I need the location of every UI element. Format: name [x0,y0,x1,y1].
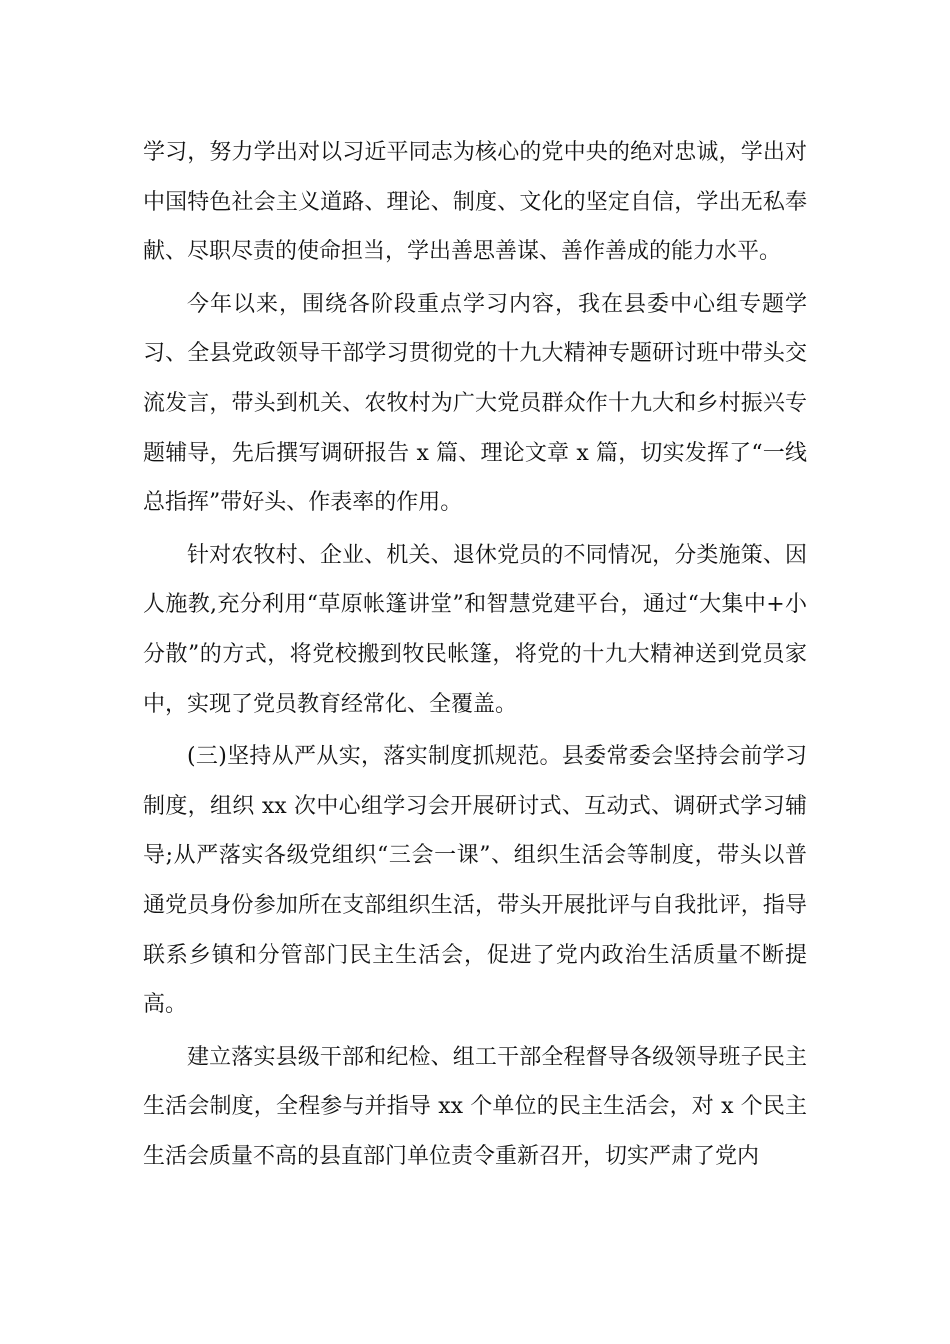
paragraph-3: 针对农牧村、企业、机关、退休党员的不同情况，分类施策、因人施教,充分利用“草原帐篷讲堂”和智慧党建平台，通过“大集中+小分散”的方式，将党校搬到牧民帐篷，将党的十九大精神送到党员家中，实现了党员教育经常化、全覆盖。 [143,542,807,717]
paragraph-4: (三)坚持从严从实，落实制度抓规范。县委常委会坚持会前学习制度，组织 xx 次中心组学习会开展研讨式、互动式、调研式学习辅导;从严落实各级党组织“三会一课”、组织生活会等制度，带头以普通党员身份参加所在支部组织生活，带头开展批评与自我批评，指导联系乡镇和分管部门民主生活会，促进了党内政治生活质量不断提高。 [143,744,807,1018]
paragraph-2: 今年以来，围绕各阶段重点学习内容，我在县委中心组专题学习、全县党政领导干部学习贯彻党的十九大精神专题研讨班中带头交流发言，带头到机关、农牧村为广大党员群众作十九大和乡村振兴专题辅导，先后撰写调研报告 x 篇、理论文章 x 篇，切实发挥了“一线总指挥”带好头、作表率的作用。 [143,291,807,516]
document-body [143,128,807,1184]
paragraph-1: 学习，努力学出对以习近平同志为核心的党中央的绝对忠诚，学出对中国特色社会主义道路、理论、制度、文化的坚定自信，学出无私奉献、尽职尽责的使命担当，学出善思善谋、善作善成的能力水平。 [143,140,807,265]
paragraph-5: 建立落实县级干部和纪检、组工干部全程督导各级领导班子民主生活会制度，全程参与并指导 xx 个单位的民主生活会，对 x 个民主生活会质量不高的县直部门单位责令重新召开，切实严肃了党内 [143,1044,807,1169]
